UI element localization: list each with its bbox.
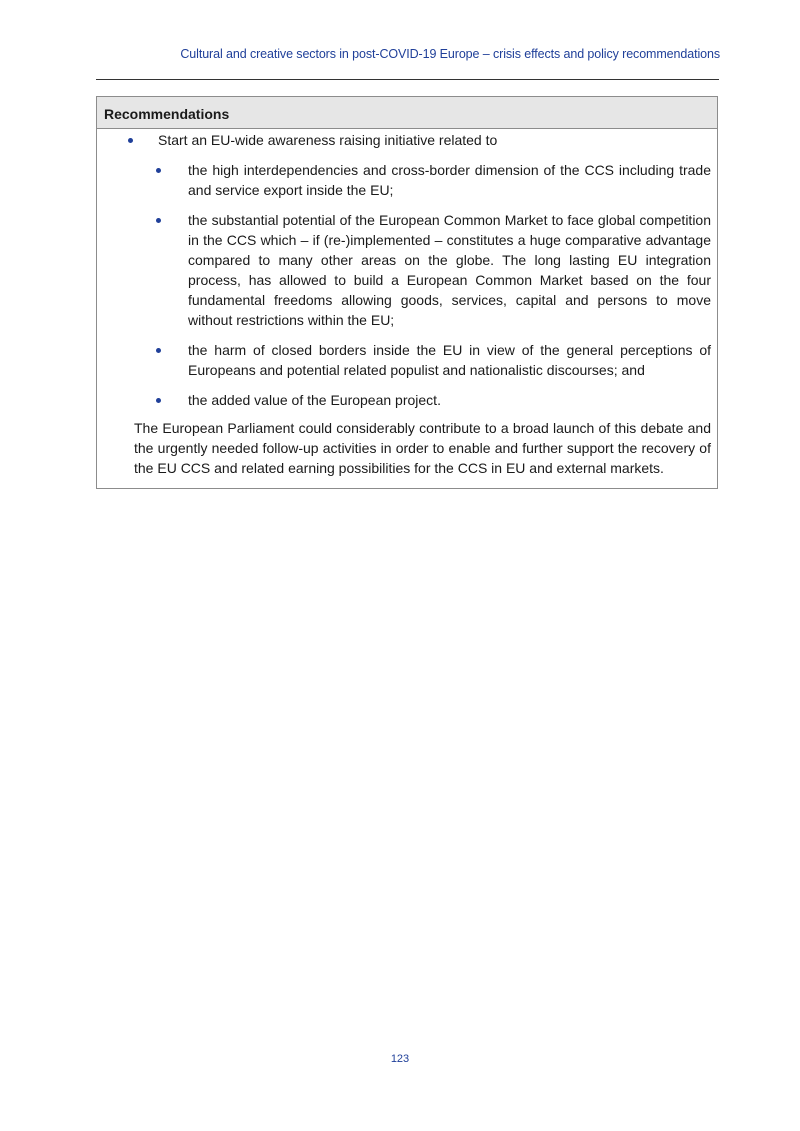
recommendations-title: Recommendations [97,97,717,129]
header-divider [96,79,719,80]
page-number: 123 [390,1053,410,1065]
recommendations-box [96,96,718,489]
sub-list-item [103,340,711,380]
running-header: Cultural and creative sectors in post-COVID-19 Europe – crisis effects and policy recommendations [180,47,720,61]
closing-paragraph: The European Parliament could considerably contribute to a broad launch of this debate and the urgently needed follow-up activities in order to enable and further support the recovery of the EU CCS and related earning possibilities for the CCS in EU and external markets. [134,420,711,476]
sub-item-text: the added value of the European project. [188,392,441,408]
bullet-icon [128,138,133,143]
bullet-icon [156,348,161,353]
bullet-icon [156,168,161,173]
lead-item-text: Start an EU-wide awareness raising initiative related to [158,132,498,148]
bullet-icon [156,398,161,403]
sub-item-text: the harm of closed borders inside the EU in view of the general perceptions of Europeans and potential related populist and nationalistic discourses; and [188,342,711,378]
sub-list-item [103,160,711,200]
sub-list-item [103,210,711,330]
sub-item-text: the high interdependencies and cross-border dimension of the CCS including trade and service export inside the EU; [188,162,711,198]
lead-list-item [103,130,711,150]
sub-list-item [103,390,711,410]
sub-item-text: the substantial potential of the European Common Market to face global competition in the CCS which – if (re-)implemented – constitutes a huge comparative advantage compared to many other areas on the globe. The long lasting EU integration process, has allowed to build a European Common Market based on the four fundamental freedoms allowing goods, services, capital and persons to move without restrictions within the EU; [188,212,711,328]
bullet-icon [156,218,161,223]
recommendations-body [97,130,717,488]
